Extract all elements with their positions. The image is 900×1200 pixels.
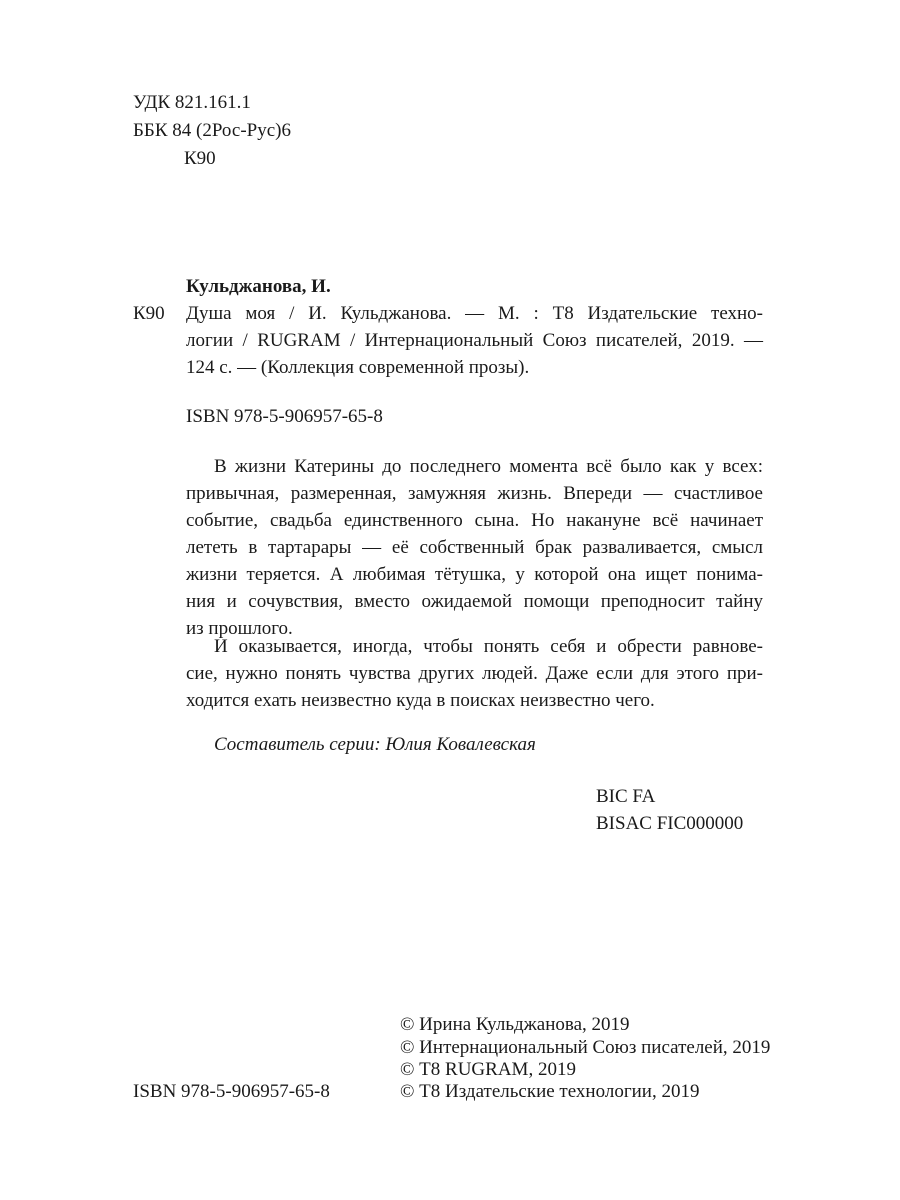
author-mark-entry: К90 — [133, 303, 165, 324]
bibliographic-description-line: логии / RUGRAM / Интернациональный Союз писателей, 2019. — — [186, 330, 763, 351]
isbn-entry: ISBN 978-5-906957-65-8 — [186, 406, 383, 427]
bic-code: BIC FA — [596, 786, 656, 807]
annotation-line: привычная, размеренная, замужняя жизнь. Впереди — счастливое — [186, 483, 763, 504]
copyright-line: © Ирина Кульджанова, 2019 — [400, 1014, 630, 1035]
annotation-line: лететь в тартарары — её собственный брак разваливается, смысл — [186, 537, 763, 558]
bibliographic-description-line: Душа моя / И. Кульджанова. — М. : Т8 Издательские техно- — [186, 303, 763, 324]
copyright-line: © Интернациональный Союз писателей, 2019 — [400, 1037, 771, 1058]
udk-code: УДК 821.161.1 — [133, 92, 251, 113]
annotation-line: В жизни Катерины до последнего момента всё было как у всех: — [214, 456, 763, 477]
annotation-line: ния и сочувствия, вместо ожидаемой помощи преподносит тайну — [186, 591, 763, 612]
annotation-line: И оказывается, иногда, чтобы понять себя и обрести равнове- — [214, 636, 763, 657]
copyright-line: © Т8 Издательские технологии, 2019 — [400, 1081, 700, 1102]
bibliographic-description-line: 124 с. — (Коллекция современной прозы). — [186, 357, 530, 378]
bisac-code: BISAC FIC000000 — [596, 813, 744, 834]
annotation-line: сие, нужно понять чувства других людей. Даже если для этого при- — [186, 663, 763, 684]
annotation-line: событие, свадьба единственного сына. Но накануне всё начинает — [186, 510, 763, 531]
annotation-line: жизни теряется. А любимая тётушка, у которой она ищет понима- — [186, 564, 763, 585]
author-heading: Кульджанова, И. — [186, 276, 331, 297]
copyright-line: © Т8 RUGRAM, 2019 — [400, 1059, 576, 1080]
annotation-line: из прошлого. — [186, 618, 293, 639]
series-compiler: Составитель серии: Юлия Ковалевская — [214, 734, 536, 755]
annotation-line: ходится ехать неизвестно куда в поисках неизвестно чего. — [186, 690, 655, 711]
bbk-code: ББК 84 (2Рос-Рус)6 — [133, 120, 291, 141]
author-mark: К90 — [184, 148, 216, 169]
isbn-footer: ISBN 978-5-906957-65-8 — [133, 1081, 330, 1102]
